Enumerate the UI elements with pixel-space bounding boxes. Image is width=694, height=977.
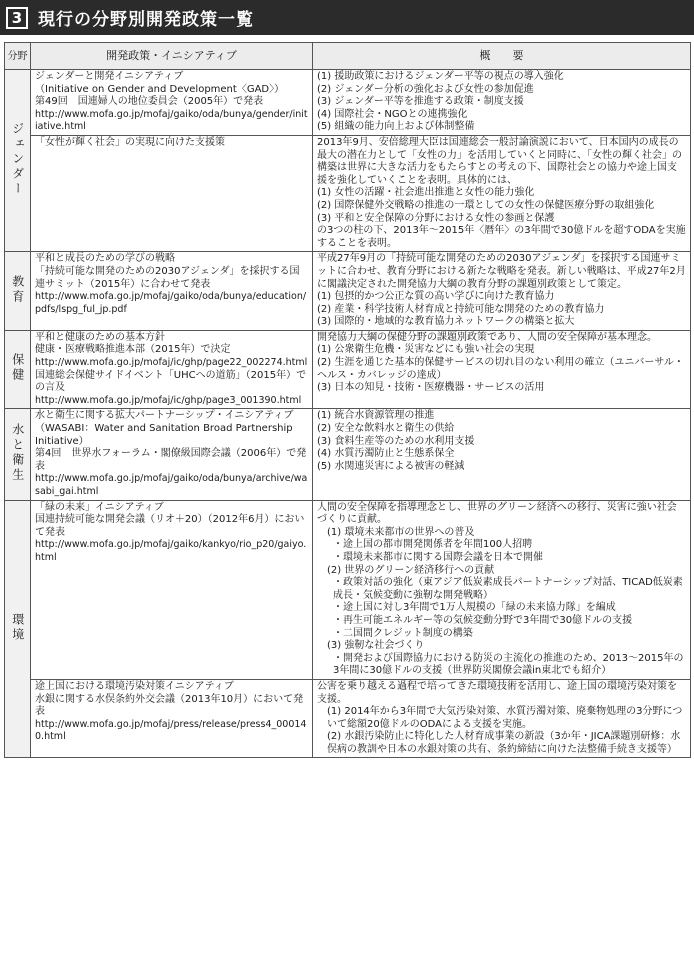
summary-line: (4) 水質汚濁防止と生態系保全 [317, 448, 455, 460]
policy-cell [31, 330, 313, 409]
table-row [5, 679, 691, 758]
policy-line: 途上国における環境汚染対策イニシアティブ [35, 680, 234, 692]
policy-line: 第4回 世界水フォーラム・閣僚級国際会議（2006年）で発表 [35, 448, 307, 472]
policy-line: 健康・医療戦略推進本部（2015年）で決定 [35, 344, 231, 356]
summary-line: (3) ジェンダー平等を推進する政策・制度支援 [317, 96, 524, 108]
summary-line: (1) 環境未来都市の世界への普及 [327, 526, 475, 538]
summary-line: (5) 組織の能力向上および体制整備 [317, 121, 475, 133]
policy-cell [31, 409, 313, 500]
category-cell [5, 500, 31, 758]
category-cell [5, 70, 31, 252]
policy-line: ジェンダーと開発イニシアティブ [35, 71, 184, 82]
policy-cell [31, 135, 313, 251]
summary-line: (2) ジェンダー分析の強化および女性の参加促進 [317, 83, 534, 95]
policy-url: http://www.mofa.go.jp/mofaj/gaiko/oda/bunya/gender/initiative.html [35, 108, 308, 133]
summary-cell [313, 135, 691, 251]
policy-url: http://www.mofa.go.jp/mofaj/gaiko/kankyo/rio_p20/gaiyo.html [35, 539, 307, 563]
category-cell [5, 252, 31, 331]
summary-line: 公害を乗り越える過程で培ってきた環境技術を活用し、途上国の環境汚染対策を支援。 [317, 680, 677, 705]
policy-line: 「女性が輝く社会」の実現に向けた支援策 [35, 136, 225, 148]
summary-cell [313, 70, 691, 136]
summary-cell [313, 252, 691, 331]
summary-line: (5) 水関連災害による被害の軽減 [317, 460, 465, 472]
category-cell [5, 409, 31, 500]
category-label: 保健 [10, 353, 25, 384]
summary-line: ・環境未来都市に関する国際会議を日本で開催 [333, 551, 543, 563]
category-cell [5, 330, 31, 409]
policy-url: http://www.mofa.go.jp/mofaj/gaiko/oda/bunya/archive/wasabi_gai.html [35, 473, 308, 497]
category-label: 環境 [10, 612, 25, 643]
table-header-row [5, 43, 691, 70]
summary-line: (2) 産業・科学技術人材育成と持続可能な開発のための教育協力 [317, 303, 605, 315]
policy-line: 平和と成長のための学びの戦略 [35, 253, 175, 265]
summary-line: の3つの柱の下、2013年～2015年〈暦年〉の3年間で30億ドルを超すODAを実施することを表明。 [317, 225, 686, 249]
summary-line: 開発協力大綱の保健分野の課題別政策であり、人間の安全保障が基本理念。 [317, 331, 657, 343]
column-header-summary: 概 要 [313, 43, 691, 70]
policy-line: 第49回 国連婦人の地位委員会（2005年）で発表 [35, 96, 264, 108]
column-header-category: 分野 [5, 43, 31, 70]
summary-line: (3) 食料生産等のための水利用支援 [317, 435, 475, 447]
summary-cell [313, 409, 691, 500]
summary-line: (1) 包摂的かつ公正な質の高い学びに向けた教育協力 [317, 291, 555, 303]
summary-cell [313, 330, 691, 409]
policy-line: （WASABI：Water and Sanitation Broad Partnership Initiative） [35, 423, 293, 447]
policy-line: 水と衛生に関する拡大パートナーシップ・イニシアティブ [35, 410, 294, 422]
summary-line: ・途上国に対し3年間で1万人規模の「緑の未来協力隊」を編成 [333, 602, 616, 614]
policy-url: http://www.mofa.go.jp/mofaj/ic/ghp/page3_001390.html [35, 394, 302, 406]
summary-line: ・再生可能エネルギー等の気候変動分野で3年間で30億ドルの支援 [333, 614, 633, 626]
policy-line: 平和と健康のための基本方針 [35, 331, 165, 343]
policy-cell [31, 70, 313, 136]
policy-line: 「持続可能な開発のための2030アジェンダ」を採択する国連サミット（2015年）に合わせて発表 [35, 265, 300, 290]
summary-line: 平成27年9月の「持続可能な開発のための2030アジェンダ」を採択する国連サミットに合わせ、教育分野における新たな戦略を発表。新しい戦略は、平成27年2月に閣議決定された開発協力大綱の教育分野の課題別政策として策定。 [317, 253, 686, 290]
summary-cell [313, 679, 691, 758]
summary-line: (1) 女性の活躍・社会進出推進と女性の能力強化 [317, 187, 535, 199]
table-row [5, 70, 691, 136]
category-label: ジェンダー [10, 121, 25, 197]
summary-line: (4) 国際社会・NGOとの連携強化 [317, 108, 468, 120]
summary-line: (3) 日本の知見・技術・医療機器・サービスの活用 [317, 382, 545, 394]
summary-line: ・二国間クレジット制度の構築 [333, 627, 473, 639]
category-label: 教育 [10, 274, 25, 305]
summary-line: (2) 安全な飲料水と衛生の供給 [317, 423, 455, 435]
table-body [5, 70, 691, 758]
policy-table [4, 42, 691, 758]
policy-url: http://www.mofa.go.jp/mofaj/press/release/press4_000140.html [35, 718, 307, 743]
table-row [5, 135, 691, 251]
summary-line: (3) 国際的・地域的な教育協力ネットワークの構築と拡大 [317, 316, 575, 328]
summary-line: ・途上国の都市開発関係者を年間100人招聘 [333, 539, 533, 551]
summary-line: (1) 統合水資源管理の推進 [317, 410, 435, 422]
policy-cell [31, 500, 313, 679]
policy-cell [31, 252, 313, 331]
policy-line: 水銀に関する水俣条約外交会議（2013年10月）において発表 [35, 693, 304, 718]
summary-line: (1) 公衆衛生危機・災害などにも強い社会の実現 [317, 344, 535, 356]
title-bar [0, 0, 694, 35]
summary-line: ・開発および国際協力における防災の主流化の推進のため、2013～2015年の3年間に30億ドルの支援（世界防災閣僚会議in東北でも紹介） [333, 652, 684, 677]
table-row [5, 252, 691, 331]
page-title: 現行の分野別開発政策一覧 [38, 10, 254, 30]
summary-line: (2) 世界のグリーン経済移行への貢献 [327, 564, 495, 576]
summary-line: (2) 国際保健外交戦略の推進の一環としての女性の保健医療分野の取組強化 [317, 199, 655, 211]
summary-line: 2013年9月、安倍総理大臣は国連総会一般討論演説において、日本国内の成長の最大の潜在力として「女性の力」を活用していくと同時に、「女性の輝く社会」の構築は世界に大きな活力をもたらすとの考えの下、国際社会との協力や途上国支援を強化していくことを表明。具体的には、 [317, 136, 682, 186]
policy-url: http://www.mofa.go.jp/mofaj/ic/ghp/page22_002274.html [35, 357, 308, 369]
summary-line: (2) 水銀汚染防止に特化した人材育成事業の新設（3か年・JICA課題別研修：水俣病の教訓や日本の水銀対策の共有、条約締結に向けた法整備手続き支援等） [327, 731, 681, 755]
column-header-policy: 開発政策・イニシアティブ [31, 43, 313, 70]
policy-line: 国連総会保健サイドイベント「UHCへの道筋」（2015年）での言及 [35, 369, 307, 394]
policy-cell [31, 679, 313, 758]
summary-line: (1) 援助政策におけるジェンダー平等の視点の導入強化 [317, 71, 564, 82]
policy-line: 国連持続可能な開発会議（リオ＋20）（2012年6月）において発表 [35, 514, 305, 538]
policy-line: 「緑の未来」イニシアティブ [35, 501, 164, 513]
table-row [5, 330, 691, 409]
category-label: 水と衛生 [10, 423, 25, 484]
policy-line: （Initiative on Gender and Development〈GAD〉） [35, 83, 285, 95]
policy-url: http://www.mofa.go.jp/mofaj/gaiko/oda/bunya/education/pdfs/lspg_ful_jp.pdf [35, 291, 307, 315]
summary-line: ・政策対話の強化（東アジア低炭素成長パートナーシップ対話、TICAD低炭素成長・気候変動に強靭な開発戦略） [333, 577, 683, 601]
summary-line: (2) 生涯を通じた基本的保健サービスの切れ目のない利用の確立（ユニバーサル・ヘルス・カバレッジの達成） [317, 357, 684, 381]
table-row [5, 409, 691, 500]
summary-cell [313, 500, 691, 679]
summary-line: (1) 2014年から3年間で大気汚染対策、水質汚濁対策、廃棄物処理の3分野について総額20億ドルのODAによる支援を実施。 [327, 706, 683, 730]
summary-line: 人間の安全保障を指導理念とし、世界のグリーン経済への移行、災害に強い社会づくりに貢献。 [317, 501, 677, 526]
summary-line: (3) 強靭な社会づくり [327, 640, 425, 652]
table-row [5, 500, 691, 679]
summary-line: (3) 平和と安全保障の分野における女性の参画と保護 [317, 212, 555, 224]
section-number: 3 [6, 7, 28, 29]
